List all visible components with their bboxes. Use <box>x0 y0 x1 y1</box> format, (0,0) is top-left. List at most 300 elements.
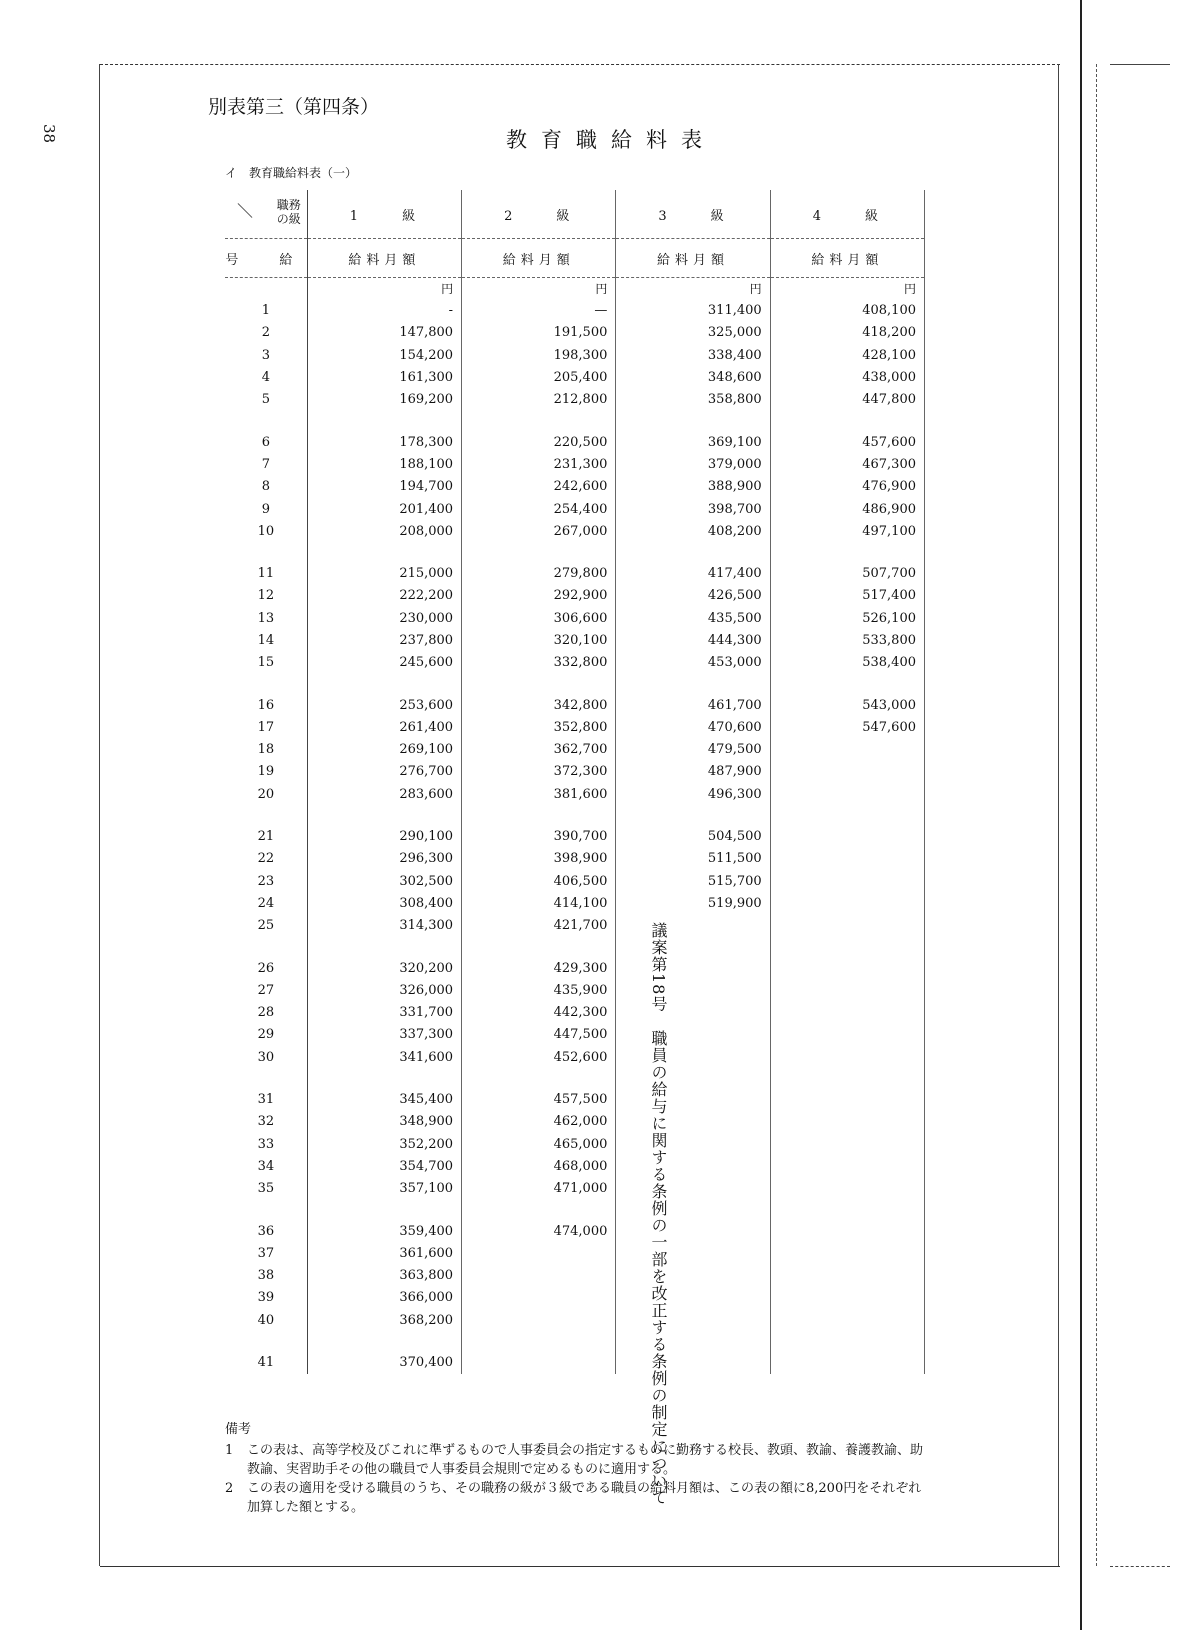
step-cell: 36 <box>225 1220 307 1242</box>
spacer-cell <box>307 674 461 694</box>
amount-cell <box>770 1024 924 1046</box>
spacer-cell <box>307 411 461 431</box>
amount-cell: 381,600 <box>462 784 616 806</box>
table-row <box>225 1243 925 1265</box>
step-cell: 40 <box>225 1310 307 1332</box>
table-row <box>225 1047 925 1069</box>
amount-cell <box>770 1265 924 1287</box>
section-heading: 別表第三（第四条） <box>208 96 380 118</box>
spacer-cell <box>770 937 924 957</box>
table-row <box>225 893 925 915</box>
step-cell: 11 <box>225 563 307 585</box>
amount-cell: 461,700 <box>616 694 770 716</box>
notes-title: 備考 <box>225 1422 252 1437</box>
spacer-cell <box>770 1069 924 1089</box>
amount-cell: 242,600 <box>462 476 616 498</box>
amount-cell: 354,700 <box>307 1156 461 1178</box>
amount-header-1: 給料月額 <box>307 239 461 278</box>
amount-cell <box>770 893 924 915</box>
grade-label: 級 <box>556 208 574 224</box>
table-row <box>225 694 925 716</box>
amount-cell: 178,300 <box>307 431 461 453</box>
step-cell: 2 <box>225 322 307 344</box>
amount-cell <box>770 826 924 848</box>
amount-cell: 398,900 <box>462 848 616 870</box>
amount-cell: — <box>462 300 616 322</box>
amount-cell <box>770 739 924 761</box>
group-spacer-row <box>225 674 925 694</box>
amount-cell: 345,400 <box>307 1089 461 1111</box>
spacer-cell <box>770 543 924 563</box>
spacer-cell <box>616 674 770 694</box>
amount-cell: 474,000 <box>462 1220 616 1242</box>
amount-cell: 245,600 <box>307 652 461 674</box>
amount-cell: 358,800 <box>616 389 770 411</box>
amount-cell <box>770 784 924 806</box>
spacer-cell <box>462 806 616 826</box>
table-row <box>225 345 925 367</box>
step-cell: 27 <box>225 980 307 1002</box>
amount-cell: 504,500 <box>616 826 770 848</box>
amount-cell <box>616 1243 770 1265</box>
step-cell: 9 <box>225 498 307 520</box>
amount-cell: 357,100 <box>307 1178 461 1200</box>
amount-cell: 222,200 <box>307 585 461 607</box>
table-row <box>225 476 925 498</box>
amount-cell <box>616 915 770 937</box>
amount-cell: 212,800 <box>462 389 616 411</box>
spacer-cell <box>462 411 616 431</box>
bottom-rule <box>100 1566 1060 1567</box>
amount-cell: 414,100 <box>462 893 616 915</box>
table-row <box>225 739 925 761</box>
amount-cell: 279,800 <box>462 563 616 585</box>
amount-cell <box>770 1156 924 1178</box>
amount-cell: 447,800 <box>770 389 924 411</box>
table-row <box>225 652 925 674</box>
amount-cell: 428,100 <box>770 345 924 367</box>
table-row <box>225 1287 925 1309</box>
spacer-cell <box>225 1332 307 1352</box>
step-cell: 10 <box>225 521 307 543</box>
amount-cell: 325,000 <box>616 322 770 344</box>
amount-header-4: 給料月額 <box>770 239 924 278</box>
amount-cell: 476,900 <box>770 476 924 498</box>
spacer-cell <box>616 543 770 563</box>
amount-cell: 337,300 <box>307 1024 461 1046</box>
amount-cell: 290,100 <box>307 826 461 848</box>
bill-subject: 職員の給与に関する条例の一部を改正する条例の制定について <box>649 1030 668 1507</box>
step-cell: 20 <box>225 784 307 806</box>
amount-cell: 348,600 <box>616 367 770 389</box>
step-cell: 7 <box>225 454 307 476</box>
step-cell: 8 <box>225 476 307 498</box>
amount-cell: - <box>307 300 461 322</box>
amount-cell: 363,800 <box>307 1265 461 1287</box>
step-cell: 19 <box>225 761 307 783</box>
table-row <box>225 563 925 585</box>
amount-cell: 388,900 <box>616 476 770 498</box>
amount-cell <box>616 980 770 1002</box>
notes <box>225 1420 925 1517</box>
amount-cell: 254,400 <box>462 498 616 520</box>
amount-cell: 332,800 <box>462 652 616 674</box>
spacer-cell <box>225 411 307 431</box>
amount-header-2: 給料月額 <box>462 239 616 278</box>
amount-cell: 215,000 <box>307 563 461 585</box>
amount-cell <box>770 1310 924 1332</box>
amount-cell: 372,300 <box>462 761 616 783</box>
amount-cell <box>770 1047 924 1069</box>
step-cell: 26 <box>225 957 307 979</box>
step-header: 号 給 <box>225 239 307 278</box>
amount-cell: 314,300 <box>307 915 461 937</box>
table-row <box>225 431 925 453</box>
step-cell: 33 <box>225 1134 307 1156</box>
amount-cell: 341,600 <box>307 1047 461 1069</box>
amount-cell <box>616 1089 770 1111</box>
amount-cell: 435,900 <box>462 980 616 1002</box>
amount-cell <box>770 1243 924 1265</box>
amount-cell: 547,600 <box>770 717 924 739</box>
step-cell: 15 <box>225 652 307 674</box>
step-cell: 24 <box>225 893 307 915</box>
bill-number: 議案第18号 <box>649 922 668 1013</box>
grade-header-3 <box>616 190 770 239</box>
group-spacer-row <box>225 806 925 826</box>
corner-label-line2: の級 <box>276 212 301 226</box>
amount-cell: 533,800 <box>770 630 924 652</box>
step-cell: 28 <box>225 1002 307 1024</box>
table-row <box>225 1352 925 1374</box>
amount-cell: 417,400 <box>616 563 770 585</box>
amount-cell <box>770 1352 924 1374</box>
spacer-cell <box>307 1332 461 1352</box>
note-number: 1 <box>225 1443 234 1458</box>
salary-table-body <box>225 278 925 1375</box>
grade-number: 2 <box>504 208 517 224</box>
spacer-cell <box>616 806 770 826</box>
group-spacer-row <box>225 1332 925 1352</box>
amount-cell: 194,700 <box>307 476 461 498</box>
scan-edge-dashed <box>1096 64 1097 1566</box>
amount-cell <box>616 1220 770 1242</box>
table-row <box>225 389 925 411</box>
amount-cell: 470,600 <box>616 717 770 739</box>
amount-cell: 538,400 <box>770 652 924 674</box>
amount-cell: 201,400 <box>307 498 461 520</box>
step-cell: 29 <box>225 1024 307 1046</box>
amount-cell: 426,500 <box>616 585 770 607</box>
table-row <box>225 1024 925 1046</box>
step-cell: 13 <box>225 608 307 630</box>
amount-cell <box>616 1287 770 1309</box>
spacer-cell <box>462 1332 616 1352</box>
amount-cell: 154,200 <box>307 345 461 367</box>
amount-cell: 352,800 <box>462 717 616 739</box>
amount-cell: 302,500 <box>307 871 461 893</box>
amount-cell: 253,600 <box>307 694 461 716</box>
step-cell: 4 <box>225 367 307 389</box>
amount-cell: 359,400 <box>307 1220 461 1242</box>
amount-cell: 237,800 <box>307 630 461 652</box>
corner-diagonal <box>238 203 253 218</box>
spacer-cell <box>462 1200 616 1220</box>
table-row <box>225 915 925 937</box>
group-spacer-row <box>225 411 925 431</box>
amount-cell: 467,300 <box>770 454 924 476</box>
amount-cell: 352,200 <box>307 1134 461 1156</box>
spacer-cell <box>307 937 461 957</box>
spacer-cell <box>225 1069 307 1089</box>
table-row <box>225 454 925 476</box>
grade-number: 4 <box>812 208 825 224</box>
group-spacer-row <box>225 937 925 957</box>
table-row <box>225 1134 925 1156</box>
spacer-cell <box>770 1200 924 1220</box>
amount-cell: 361,600 <box>307 1243 461 1265</box>
unit-label: 円 <box>770 278 924 301</box>
amount-cell <box>770 1220 924 1242</box>
amount-cell: 370,400 <box>307 1352 461 1374</box>
step-cell: 22 <box>225 848 307 870</box>
table-row <box>225 608 925 630</box>
amount-cell: 147,800 <box>307 322 461 344</box>
step-cell: 37 <box>225 1243 307 1265</box>
amount-cell: 231,300 <box>462 454 616 476</box>
amount-cell: 379,000 <box>616 454 770 476</box>
table-row <box>225 1156 925 1178</box>
amount-cell: 390,700 <box>462 826 616 848</box>
spacer-cell <box>462 937 616 957</box>
spacer-cell <box>616 937 770 957</box>
amount-cell: 519,900 <box>616 893 770 915</box>
step-cell: 31 <box>225 1089 307 1111</box>
table-row <box>225 1002 925 1024</box>
amount-cell: 507,700 <box>770 563 924 585</box>
amount-cell: 421,700 <box>462 915 616 937</box>
amount-cell <box>462 1352 616 1374</box>
next-page-top-rule <box>1110 64 1170 65</box>
amount-cell <box>770 848 924 870</box>
spacer-cell <box>225 674 307 694</box>
step-cell: 1 <box>225 300 307 322</box>
step-cell: 25 <box>225 915 307 937</box>
amount-cell: 311,400 <box>616 300 770 322</box>
unit-label: 円 <box>307 278 461 301</box>
amount-cell <box>462 1265 616 1287</box>
salary-table <box>225 190 925 1374</box>
amount-cell: 308,400 <box>307 893 461 915</box>
note-text: この表の適用を受ける職員のうち、その職務の級が３級である職員の給料月額は、この表の額に8,200円をそれぞれ加算した額とする。 <box>247 1481 922 1515</box>
amount-cell: 497,100 <box>770 521 924 543</box>
table-row <box>225 630 925 652</box>
grade-label: 級 <box>402 208 420 224</box>
table-row <box>225 498 925 520</box>
amount-cell: 191,500 <box>462 322 616 344</box>
table-row <box>225 980 925 1002</box>
spacer-cell <box>770 806 924 826</box>
scan-edge <box>1080 0 1082 1630</box>
amount-cell: 442,300 <box>462 1002 616 1024</box>
amount-cell: 418,200 <box>770 322 924 344</box>
note-text: この表は、高等学校及びこれに準ずるもので人事委員会の指定するものに勤務する校長、教頭、教諭、養護教諭、助教諭、実習助手その他の職員で人事委員会規則で定めるものに適用する。 <box>247 1443 924 1477</box>
amount-cell <box>770 1111 924 1133</box>
unit-row <box>225 278 925 301</box>
grade-header-2 <box>462 190 616 239</box>
table-row <box>225 717 925 739</box>
spacer-cell <box>307 543 461 563</box>
amount-cell <box>462 1287 616 1309</box>
amount-cell <box>616 1002 770 1024</box>
grade-number: 1 <box>349 208 363 224</box>
step-cell: 3 <box>225 345 307 367</box>
step-cell: 35 <box>225 1178 307 1200</box>
amount-cell <box>462 1243 616 1265</box>
amount-cell <box>462 1310 616 1332</box>
amount-cell: 462,000 <box>462 1111 616 1133</box>
amount-cell: 283,600 <box>307 784 461 806</box>
amount-cell <box>770 980 924 1002</box>
amount-cell: 406,500 <box>462 871 616 893</box>
amount-cell <box>770 1178 924 1200</box>
top-rule <box>100 64 1060 65</box>
table-row <box>225 761 925 783</box>
amount-cell: 453,000 <box>616 652 770 674</box>
amount-cell: 487,900 <box>616 761 770 783</box>
frame-right-border <box>1058 64 1059 1566</box>
amount-cell: 479,500 <box>616 739 770 761</box>
amount-cell: 188,100 <box>307 454 461 476</box>
grade-number: 3 <box>658 208 671 224</box>
step-cell: 38 <box>225 1265 307 1287</box>
note-item-1 <box>225 1441 925 1479</box>
corner-label <box>277 198 301 226</box>
table-row <box>225 1310 925 1332</box>
spacer-cell <box>307 1200 461 1220</box>
spacer-cell <box>225 543 307 563</box>
spacer-cell <box>462 543 616 563</box>
note-number: 2 <box>225 1481 234 1496</box>
amount-cell: 276,700 <box>307 761 461 783</box>
spacer-cell <box>616 1069 770 1089</box>
amount-cell: 511,500 <box>616 848 770 870</box>
spacer-cell <box>616 411 770 431</box>
amount-cell: 161,300 <box>307 367 461 389</box>
step-cell: 17 <box>225 717 307 739</box>
amount-cell <box>770 871 924 893</box>
amount-cell: 398,700 <box>616 498 770 520</box>
amount-cell <box>616 1178 770 1200</box>
amount-cell <box>616 1024 770 1046</box>
amount-cell <box>616 1134 770 1156</box>
group-spacer-row <box>225 1069 925 1089</box>
next-page-bottom-rule <box>1110 1566 1170 1567</box>
spacer-cell <box>616 1200 770 1220</box>
amount-cell: 517,400 <box>770 585 924 607</box>
spacer-cell <box>307 1069 461 1089</box>
step-cell: 12 <box>225 585 307 607</box>
spacer-cell <box>225 937 307 957</box>
spacer-cell <box>225 1200 307 1220</box>
amount-cell <box>770 915 924 937</box>
amount-cell: 326,000 <box>307 980 461 1002</box>
spacer-cell <box>462 674 616 694</box>
amount-cell: 320,200 <box>307 957 461 979</box>
spacer-cell <box>462 1069 616 1089</box>
amount-cell: 320,100 <box>462 630 616 652</box>
step-cell: 14 <box>225 630 307 652</box>
table-row <box>225 826 925 848</box>
amount-cell: 457,500 <box>462 1089 616 1111</box>
table-row <box>225 871 925 893</box>
amount-cell: 362,700 <box>462 739 616 761</box>
amount-cell: 526,100 <box>770 608 924 630</box>
amount-cell: 444,300 <box>616 630 770 652</box>
table-row <box>225 1220 925 1242</box>
amount-cell <box>616 957 770 979</box>
amount-cell: 496,300 <box>616 784 770 806</box>
step-cell: 41 <box>225 1352 307 1374</box>
amount-cell: 435,500 <box>616 608 770 630</box>
table-row <box>225 1178 925 1200</box>
amount-cell: 543,000 <box>770 694 924 716</box>
amount-cell <box>770 1002 924 1024</box>
amount-cell <box>770 1134 924 1156</box>
group-spacer-row <box>225 543 925 563</box>
amount-cell <box>770 761 924 783</box>
amount-cell: 208,000 <box>307 521 461 543</box>
table-row <box>225 322 925 344</box>
table-row <box>225 1265 925 1287</box>
amount-cell <box>616 1047 770 1069</box>
step-cell: 5 <box>225 389 307 411</box>
amount-cell: 338,400 <box>616 345 770 367</box>
amount-cell: 292,900 <box>462 585 616 607</box>
amount-cell: 438,000 <box>770 367 924 389</box>
amount-cell: 348,900 <box>307 1111 461 1133</box>
step-cell: 39 <box>225 1287 307 1309</box>
amount-cell: 198,300 <box>462 345 616 367</box>
amount-cell <box>770 957 924 979</box>
amount-cell: 471,000 <box>462 1178 616 1200</box>
unit-label: 円 <box>462 278 616 301</box>
amount-cell: 486,900 <box>770 498 924 520</box>
group-spacer-row <box>225 1200 925 1220</box>
table-row <box>225 1089 925 1111</box>
amount-cell: 452,600 <box>462 1047 616 1069</box>
amount-cell <box>616 1352 770 1374</box>
amount-cell: 205,400 <box>462 367 616 389</box>
corner-label-line1: 職務 <box>276 198 301 212</box>
amount-cell <box>770 1287 924 1309</box>
table-row <box>225 300 925 322</box>
amount-cell: 515,700 <box>616 871 770 893</box>
step-cell: 18 <box>225 739 307 761</box>
step-cell: 16 <box>225 694 307 716</box>
step-cell: 23 <box>225 871 307 893</box>
amount-cell: 447,500 <box>462 1024 616 1046</box>
grade-label: 級 <box>864 208 882 224</box>
sub-heading: イ 教育職給料表（一） <box>225 166 358 180</box>
amount-cell: 465,000 <box>462 1134 616 1156</box>
step-cell: 34 <box>225 1156 307 1178</box>
step-cell: 32 <box>225 1111 307 1133</box>
spacer-cell <box>307 806 461 826</box>
amount-cell <box>616 1265 770 1287</box>
table-row <box>225 521 925 543</box>
spacer-cell <box>770 674 924 694</box>
